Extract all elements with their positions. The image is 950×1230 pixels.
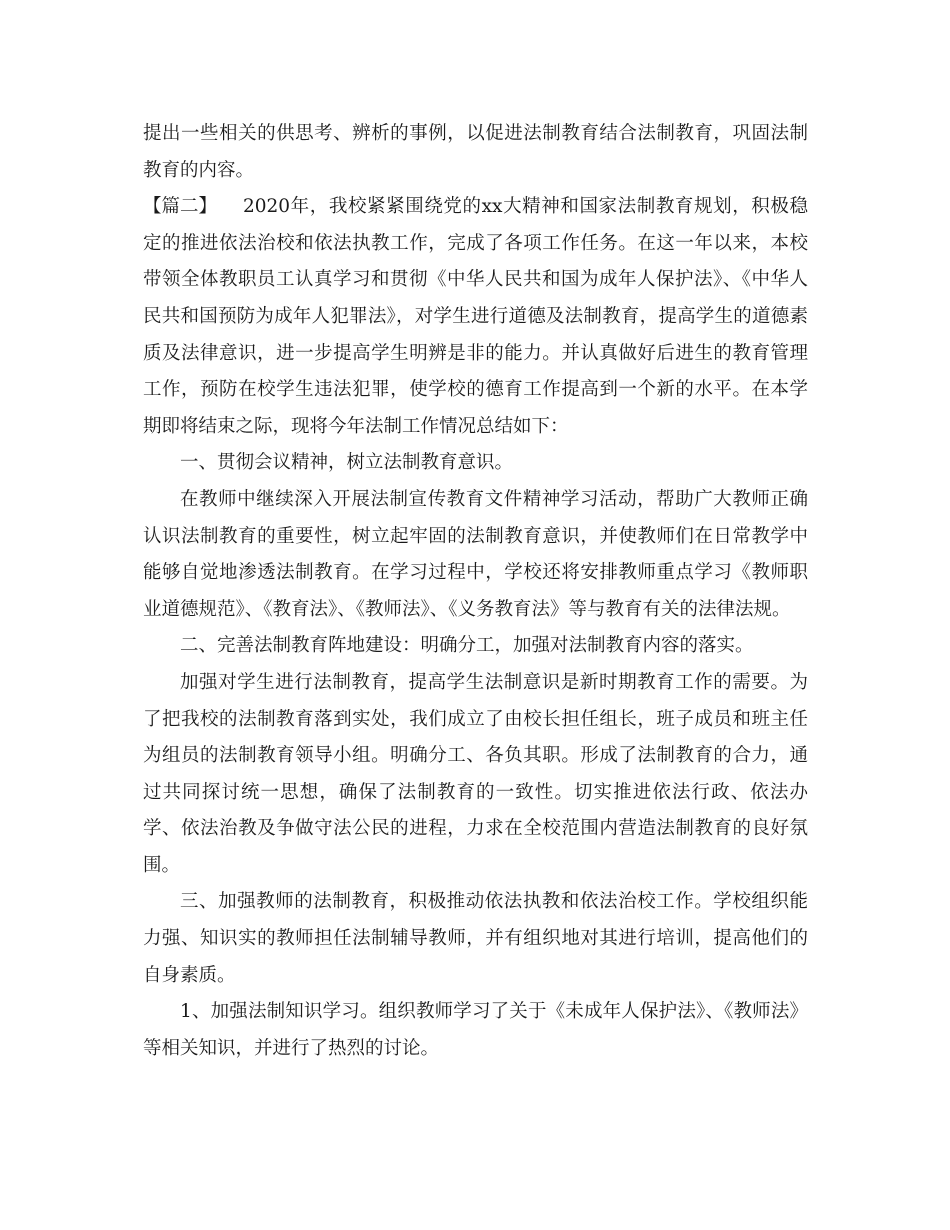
paragraph-three: 三、加强教师的法制教育，积极推动依法执教和依法治校工作。学校组织能力强、知识实的教师担任法制辅导教师，并有组织地对其进行培训，提高他们的自身素质。 [143, 891, 808, 986]
paragraph-four: 1、加强法制知识学习。组织教师学习了关于《未成年人保护法》、《教师法》等相关知识，并进行了热烈的讨论。 [143, 1001, 808, 1059]
heading-two: 二、完善法制教育阵地建设：明确分工，加强对法制教育内容的落实。 [180, 635, 754, 657]
document-page [143, 116, 808, 1067]
paragraph-one: 在教师中继续深入开展法制宣传教育文件精神学习活动，帮助广大教师正确认识法制教育的重要性，树立起牢固的法制教育意识，并使教师们在日常教学中能够自觉地渗透法制教育。在学习过程中，学校还将安排教师重点学习《教师职业道德规范》、《教育法》、《教师法》、《义务教育法》等与教育有关的法律法规。 [143, 488, 808, 620]
continuation-paragraph: 提出一些相关的供思考、辨析的事例，以促进法制教育结合法制教育，巩固法制教育的内容。 [143, 123, 808, 181]
paragraph-two: 加强对学生进行法制教育，提高学生法制意识是新时期教育工作的需要。为了把我校的法制教育落到实处，我们成立了由校长担任组长，班子成员和班主任为组员的法制教育领导小组。明确分工、各负其职。形成了法制教育的合力，通过共同探讨统一思想，确保了法制教育的一致性。切实推进依法行政、依法办学、依法治教及争做守法公民的进程，力求在全校范围内营造法制教育的良好氛围。 [143, 671, 808, 876]
intro-text: 2020年，我校紧紧围绕党的xx大精神和国家法制教育规划，积极稳定的推进依法治校和依法执教工作，完成了各项工作任务。在这一年以来，本校带领全体教职员工认真学习和贯彻《中华人民共和国为成年人保护法》、《中华人民共和国预防为成年人犯罪法》，对学生进行道德及法制教育，提高学生的道德素质及法律意识，进一步提高学生明辨是非的能力。并认真做好后进生的教育管理工作，预防在校学生违法犯罪，使学校的德育工作提高到一个新的水平。在本学期即将结束之际，现将今年法制工作情况总结如下： [143, 196, 808, 437]
heading-one: 一、贯彻会议精神，树立法制教育意识。 [180, 452, 514, 474]
section-marker: 【篇二】 [143, 196, 218, 218]
section-intro-paragraph [143, 189, 808, 445]
